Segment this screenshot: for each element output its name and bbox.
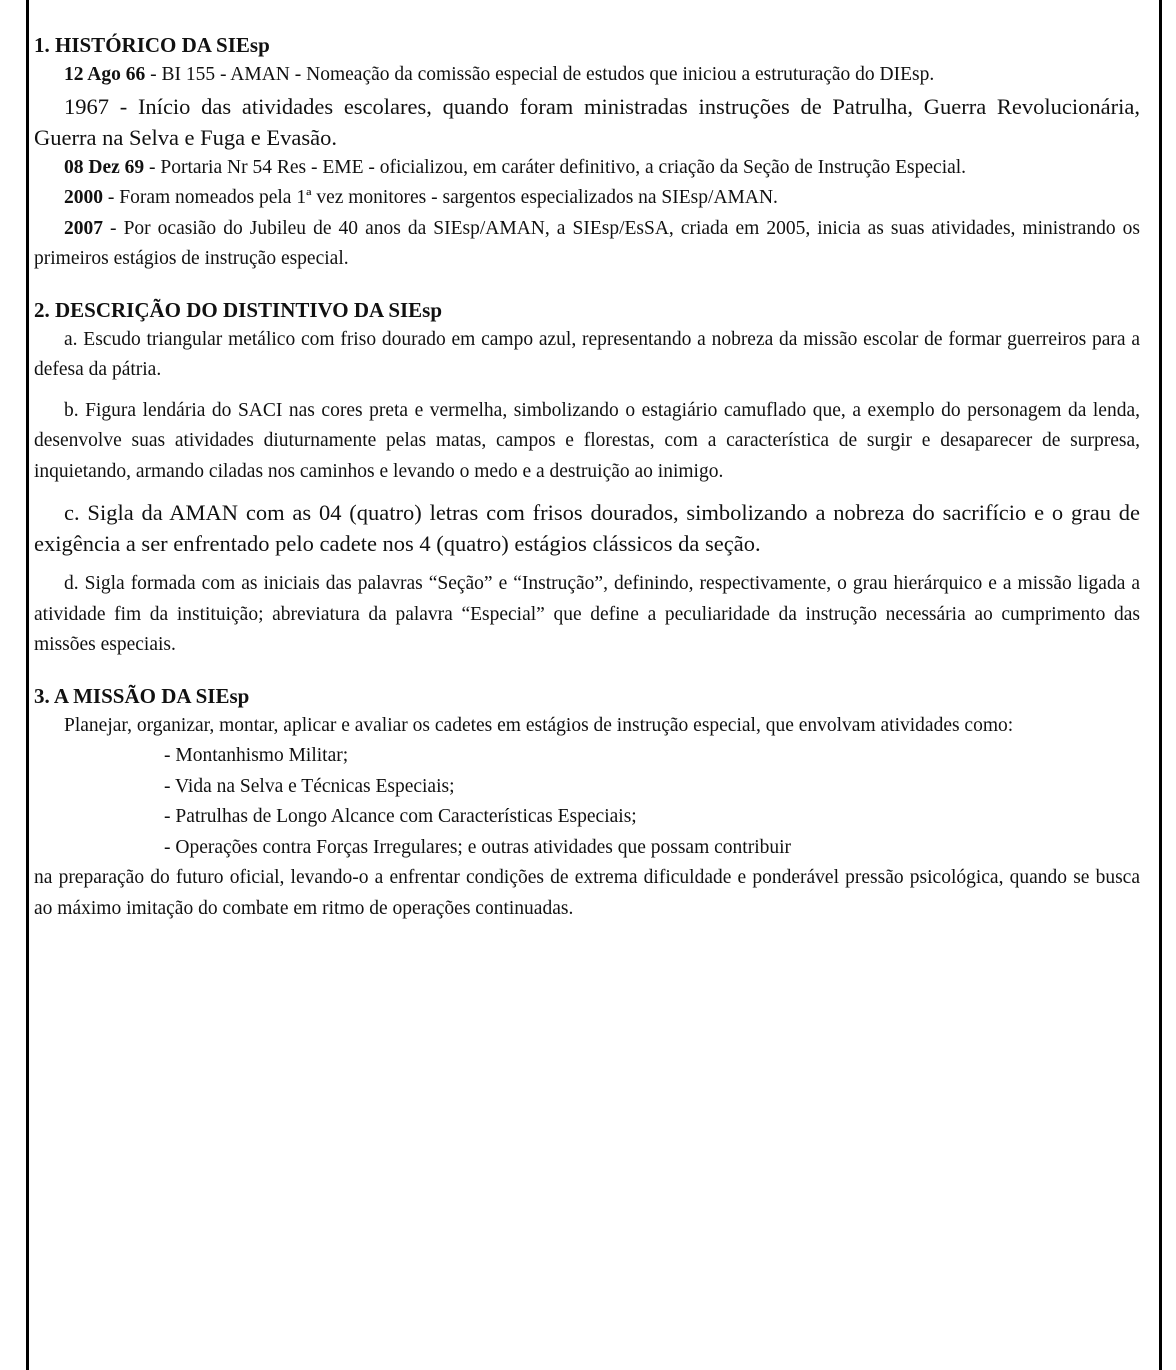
entry-text: - Por ocasião do Jubileu de 40 anos da SIEsp/AMAN, a SIEsp/EsSA, criada em 2005, inicia as suas atividades, ministrando os primeiros estágios de instrução especial. bbox=[34, 217, 1140, 269]
entry-date: 08 Dez 69 bbox=[64, 156, 145, 178]
history-entry bbox=[34, 153, 1140, 184]
mission-list-item: - Montanhismo Militar; bbox=[164, 745, 349, 766]
history-entry bbox=[34, 214, 1140, 275]
entry-text: - Início das atividades escolares, quando foram ministradas instruções de Patrulha, Guerra Revolucionária, Guerra na Selva e Fuga e Evasão. bbox=[34, 93, 1140, 150]
entry-date: 2007 bbox=[64, 217, 103, 239]
entry-text: - Foram nomeados pela 1ª vez monitores - sargentos especializados na SIEsp/AMAN. bbox=[103, 187, 778, 208]
section-historico bbox=[34, 30, 1140, 275]
section-distintivo bbox=[34, 295, 1140, 661]
mission-list-item: - Operações contra Forças Irregulares; e outras atividades que possam contribuir bbox=[164, 836, 792, 858]
section-missao bbox=[34, 681, 1140, 925]
history-entry bbox=[34, 91, 1140, 153]
description-item: c. Sigla da AMAN com as 04 (quatro) letras com frisos dourados, simbolizando a nobreza do sacrifício e o grau de exigência a ser enfrentado pelo cadete nos 4 (quatro) estágios clássicos da seção. bbox=[34, 500, 1140, 556]
section-heading: 2. DESCRIÇÃO DO DISTINTIVO DA SIEsp bbox=[34, 297, 443, 322]
description-item: b. Figura lendária do SACI nas cores preta e vermelha, simbolizando o estagiário camuflado que, a exemplo do personagem da lenda, desenvolve suas atividades diuturnamente pelas matas, campos e florestas, com a característica de surgir e desaparecer de surpresa, inquietando, armando ciladas nos caminhos e levando o medo e a destruição ao inimigo. bbox=[34, 399, 1140, 482]
entry-date: 1967 bbox=[64, 93, 109, 119]
description-item: d. Sigla formada com as iniciais das palavras “Seção” e “Instrução”, definindo, respectivamente, o grau hierárquico e a missão ligada a atividade fim da instituição; abreviatura da palavra “Especial” que define a peculiaridade da instrução necessária ao cumprimento das missões especiais. bbox=[34, 573, 1140, 655]
entry-date: 12 Ago 66 bbox=[64, 64, 146, 85]
mission-list-item: - Vida na Selva e Técnicas Especiais; bbox=[164, 775, 455, 797]
description-item: a. Escudo triangular metálico com friso dourado em campo azul, representando a nobreza da missão escolar de formar guerreiros para a defesa da pátria. bbox=[34, 328, 1140, 380]
entry-date: 2000 bbox=[64, 187, 103, 208]
section-heading: 3. A MISSÃO DA SIEsp bbox=[34, 683, 250, 708]
history-entry bbox=[34, 60, 1140, 91]
section-heading: 1. HISTÓRICO DA SIEsp bbox=[34, 33, 270, 57]
mission-tail: na preparação do futuro oficial, levando-o a enfrentar condições de extrema dificuldade e ponderável pressão psicológica, quando se busca ao máximo imitação do combate em ritmo de operações continuadas. bbox=[34, 867, 1140, 919]
history-entry bbox=[34, 183, 1140, 214]
entry-text: - BI 155 - AMAN - Nomeação da comissão especial de estudos que iniciou a estruturação do DIEsp. bbox=[145, 64, 935, 85]
mission-list-item: - Patrulhas de Longo Alcance com Características Especiais; bbox=[164, 806, 637, 827]
document-content bbox=[34, 30, 1140, 924]
mission-intro: Planejar, organizar, montar, aplicar e avaliar os cadetes em estágios de instrução especial, que envolvam atividades como: bbox=[64, 714, 1014, 736]
entry-text: - Portaria Nr 54 Res - EME - oficializou, em caráter definitivo, a criação da Seção de Instrução Especial. bbox=[144, 156, 967, 178]
